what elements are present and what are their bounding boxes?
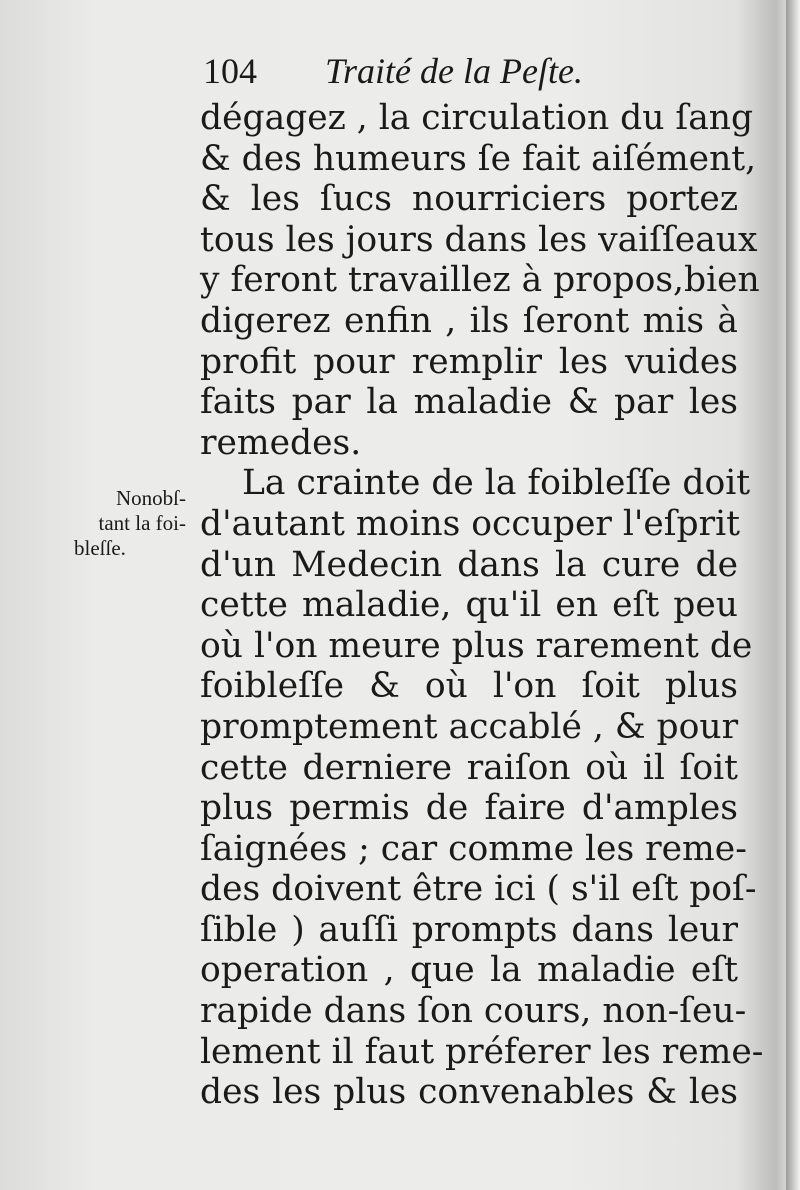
- text-line: où l'on meure plus rarement de: [200, 625, 753, 666]
- text-line: ſaignées ; car comme les reme-: [200, 828, 747, 869]
- margin-note-line: tant la foi-: [98, 511, 186, 535]
- text-line: promptement accablé , & pour: [200, 706, 739, 747]
- text-line: des doivent être ici ( s'il eſt poſ-: [200, 869, 757, 910]
- text-line: remedes.: [200, 422, 362, 463]
- text-line: cette maladie, qu'il en eſt peu: [200, 585, 738, 626]
- running-head: [203, 50, 583, 92]
- margin-note: [74, 486, 186, 561]
- text-line: tous les jours dans les vaiſſeaux: [200, 219, 758, 260]
- text-line: cette derniere raiſon où il ſoit: [200, 747, 738, 788]
- body-text: [200, 98, 764, 1113]
- text-line: La crainte de la foibleſſe doit: [242, 463, 751, 504]
- margin-note-line: Nonobſ-: [116, 486, 186, 510]
- text-line: d'autant moins occuper l'eſprit: [200, 503, 741, 544]
- text-line: & les ſucs nourriciers portez: [200, 179, 738, 220]
- text-line: & des humeurs ſe fait aiſément,: [200, 138, 757, 179]
- text-line: faits par la maladie & par les: [200, 382, 738, 423]
- text-line: lement il faut préferer les reme-: [200, 1031, 764, 1072]
- running-title: Traité de la Peſte.: [325, 51, 583, 91]
- text-line: digerez enfin , ils ſeront mis à: [200, 300, 738, 341]
- text-line: d'un Medecin dans la cure de: [200, 544, 738, 585]
- text-line: operation , que la maladie eſt: [200, 950, 738, 991]
- margin-note-line: bleſſe.: [74, 536, 126, 560]
- text-line: y feront travaillez à propos,bien: [200, 260, 760, 301]
- text-line: des les plus convenables & les: [200, 1072, 738, 1113]
- page-number: 104: [203, 51, 257, 91]
- text-line: plus permis de faire d'amples: [200, 788, 738, 829]
- page-edge: [786, 0, 800, 1190]
- text-line: profit pour remplir les vuides: [200, 341, 738, 382]
- text-line: ſible ) auſſi prompts dans leur: [200, 909, 738, 950]
- text-line: rapide dans ſon cours, non-ſeu-: [200, 991, 747, 1032]
- text-line: foibleſſe & où l'on ſoit plus: [200, 666, 738, 707]
- text-line: dégagez , la circulation du ſang: [200, 98, 754, 138]
